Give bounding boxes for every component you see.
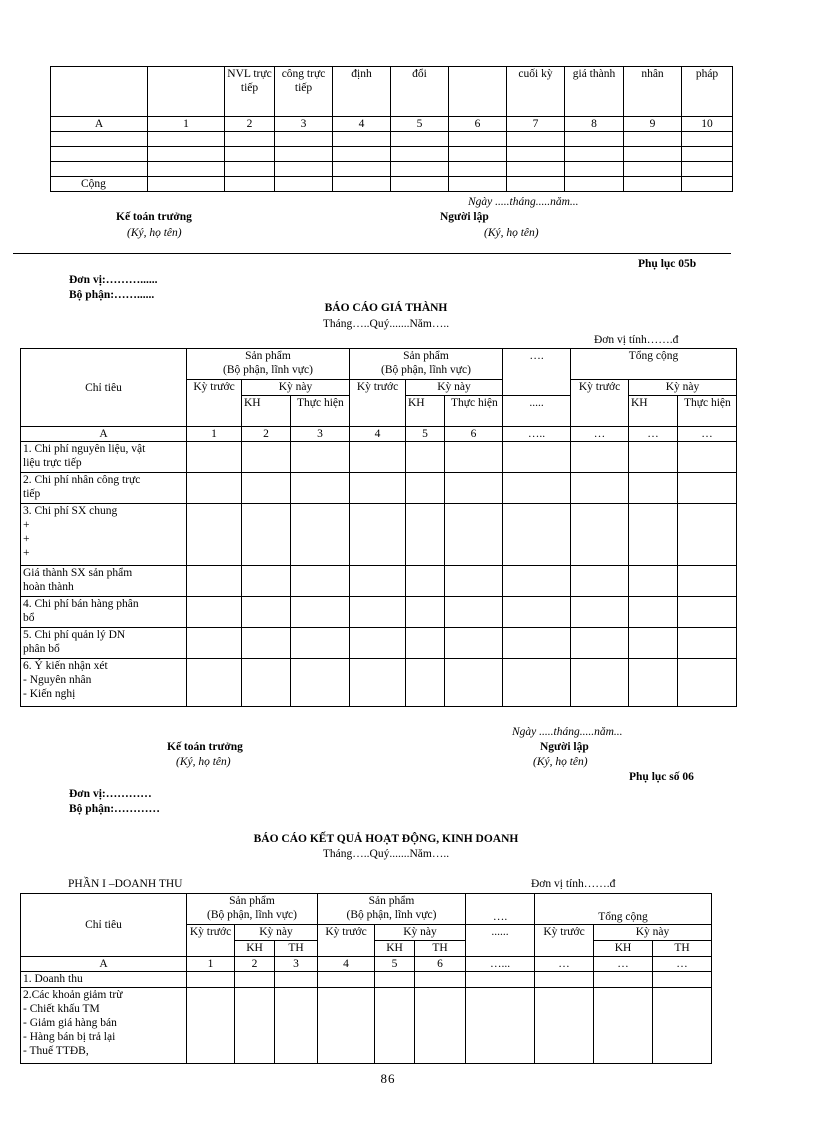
header-product: Sản phẩm — [368, 895, 415, 907]
header-prev-period: Kỳ trước — [187, 925, 235, 957]
col-code: 2 — [225, 117, 275, 132]
header-dots: ...... — [466, 925, 535, 957]
header-product-group — [187, 349, 350, 380]
col-code: …... — [466, 957, 535, 972]
header-prev-period: Kỳ trước — [535, 925, 594, 957]
top-header-cell: nhân — [624, 67, 682, 117]
date-line: Ngày .....tháng.....năm... — [512, 726, 623, 738]
table-total-row — [51, 177, 733, 192]
col-code: A — [21, 427, 187, 442]
col-code: … — [629, 427, 678, 442]
currency-unit: Đơn vị tính…….đ — [594, 334, 679, 346]
top-table-code-row — [51, 117, 733, 132]
col-code: 2 — [242, 427, 291, 442]
currency-unit: Đơn vị tính…….đ — [531, 878, 616, 890]
cost-report-table — [20, 348, 737, 707]
report-title: BÁO CÁO KẾT QUẢ HOẠT ĐỘNG, KINH DOANH — [253, 833, 519, 845]
header-total: Tổng cộng — [571, 349, 737, 380]
top-table-header-row — [51, 67, 733, 117]
col-code: 7 — [507, 117, 565, 132]
top-header-cell: công trực tiếp — [275, 67, 333, 117]
header-current-period: Kỳ này — [629, 380, 737, 396]
appendix-label: Phụ lục 05b — [638, 258, 697, 270]
row-label: 6. Ý kiến nhận xét - Nguyên nhân - Kiến nghị — [21, 659, 187, 707]
report-period: Tháng…..Quý.......Năm….. — [322, 848, 450, 860]
col-code: … — [678, 427, 737, 442]
top-header-cell: giá thành — [565, 67, 624, 117]
header-plan: KH — [375, 941, 415, 957]
col-code: 5 — [406, 427, 445, 442]
header-indicator: Chỉ tiêu — [21, 894, 187, 957]
table-row — [21, 659, 737, 707]
header-product-group — [318, 894, 466, 925]
col-code: A — [21, 957, 187, 972]
header-product: Sản phẩm — [229, 895, 275, 907]
table-row — [21, 597, 737, 628]
table-row — [21, 988, 712, 1064]
header-prev-period: Kỳ trước — [571, 380, 629, 427]
col-code: 4 — [350, 427, 406, 442]
row-label: Giá thành SX sản phẩm hoàn thành — [21, 566, 187, 597]
header-actual: TH — [415, 941, 466, 957]
row-label: 1. Doanh thu — [21, 972, 187, 988]
preparer-sign: (Ký, họ tên) — [533, 756, 588, 768]
table-row — [51, 132, 733, 147]
row-label: 3. Chi phí SX chung + + + — [21, 504, 187, 566]
code-row — [21, 427, 737, 442]
header-product-group — [350, 349, 503, 380]
col-code: … — [571, 427, 629, 442]
top-cost-table — [50, 66, 733, 192]
col-code: 1 — [187, 957, 235, 972]
date-line: Ngày .....tháng.....năm... — [468, 196, 579, 208]
top-header-cell — [449, 67, 507, 117]
header-current-period: Kỳ này — [375, 925, 466, 941]
report-period: Tháng…..Quý.......Năm….. — [322, 318, 450, 330]
header-product-sub: (Bộ phận, lĩnh vực) — [381, 364, 471, 376]
table-row — [21, 566, 737, 597]
col-code: 10 — [682, 117, 733, 132]
chief-accountant-label: Kế toán trưởng — [116, 211, 192, 223]
header-current-period: Kỳ này — [242, 380, 350, 396]
col-code: … — [535, 957, 594, 972]
col-code: 5 — [375, 957, 415, 972]
col-code: 5 — [391, 117, 449, 132]
header-plan: KH — [594, 941, 653, 957]
appendix-label: Phụ lục số 06 — [629, 771, 694, 783]
header-dots: …. — [466, 894, 535, 925]
col-code: ….. — [503, 427, 571, 442]
top-header-cell: cuối kỳ — [507, 67, 565, 117]
row-label: 5. Chi phí quản lý DN phân bổ — [21, 628, 187, 659]
row-label: 2.Các khoản giảm trừ - Chiết khấu TM - Giảm giá hàng bán - Hàng bán bị trả lại - Thuế TTĐB, — [21, 988, 187, 1064]
header-plan: KH — [242, 396, 291, 427]
col-code: 8 — [565, 117, 624, 132]
header-product-sub: (Bộ phận, lĩnh vực) — [346, 909, 437, 921]
header-plan: KH — [406, 396, 445, 427]
header-actual: Thực hiện — [678, 396, 737, 427]
top-header-cell: định — [333, 67, 391, 117]
table-row — [51, 162, 733, 177]
preparer-sign: (Ký, họ tên) — [484, 227, 539, 239]
chief-accountant-label: Kế toán trưởng — [167, 741, 243, 753]
col-code: … — [594, 957, 653, 972]
header-product-group — [187, 894, 318, 925]
header-actual: Thực hiện — [445, 396, 503, 427]
part-label: PHẦN I –DOANH THU — [68, 878, 183, 890]
header-current-period: Kỳ này — [406, 380, 503, 396]
preparer-label: Người lập — [540, 741, 589, 753]
top-header-cell: pháp — [682, 67, 733, 117]
header-total: Tổng cộng — [535, 894, 712, 925]
col-code: 1 — [187, 427, 242, 442]
header-actual: TH — [653, 941, 712, 957]
top-header-cell: NVL trực tiếp — [225, 67, 275, 117]
top-header-cell — [51, 67, 148, 117]
chief-accountant-sign: (Ký, họ tên) — [127, 227, 182, 239]
col-code: 4 — [318, 957, 375, 972]
col-code: … — [653, 957, 712, 972]
header-current-period: Kỳ này — [235, 925, 318, 941]
preparer-label: Người lập — [440, 211, 489, 223]
header-prev-period: Kỳ trước — [318, 925, 375, 957]
table-row — [51, 147, 733, 162]
header-current-period: Kỳ này — [594, 925, 712, 941]
business-result-table — [20, 893, 712, 1064]
col-code: 3 — [291, 427, 350, 442]
header-product: Sản phẩm — [245, 350, 291, 362]
col-code: A — [51, 117, 148, 132]
header-actual: Thực hiện — [291, 396, 350, 427]
unit-label: Đơn vị:………… — [69, 788, 152, 800]
col-code: 1 — [148, 117, 225, 132]
code-row — [21, 957, 712, 972]
page-number: 86 — [380, 1071, 396, 1086]
col-code: 6 — [449, 117, 507, 132]
table-row — [21, 473, 737, 504]
col-code: 6 — [445, 427, 503, 442]
col-code: 2 — [235, 957, 275, 972]
row-label: 4. Chi phí bán hàng phân bổ — [21, 597, 187, 628]
unit-label: Đơn vị:………...... — [69, 274, 158, 286]
header-prev-period: Kỳ trước — [187, 380, 242, 427]
row-label: 1. Chi phí nguyên liệu, vật liệu trực tiếp — [21, 442, 187, 473]
report-title: BÁO CÁO GIÁ THÀNH — [324, 302, 448, 314]
chief-accountant-sign: (Ký, họ tên) — [176, 756, 231, 768]
table-row — [21, 628, 737, 659]
header-product-sub: (Bộ phận, lĩnh vực) — [223, 364, 313, 376]
department-label: Bộ phận:……...... — [69, 289, 155, 301]
table-row — [21, 442, 737, 473]
header-product-sub: (Bộ phận, lĩnh vực) — [207, 909, 297, 921]
header-dots: ..... — [503, 396, 571, 427]
col-code: 3 — [275, 957, 318, 972]
total-label: Cộng — [51, 177, 148, 192]
table-row — [21, 972, 712, 988]
col-code: 6 — [415, 957, 466, 972]
header-prev-period: Kỳ trước — [350, 380, 406, 427]
header-plan: KH — [235, 941, 275, 957]
row-label: 2. Chi phí nhân công trực tiếp — [21, 473, 187, 504]
department-label: Bộ phận:………… — [69, 803, 161, 815]
header-indicator: Chỉ tiêu — [21, 349, 187, 427]
section-divider — [13, 253, 731, 254]
top-header-cell: đổi — [391, 67, 449, 117]
col-code: 3 — [275, 117, 333, 132]
header-product: Sản phẩm — [403, 350, 449, 362]
table-row — [21, 504, 737, 566]
col-code: 4 — [333, 117, 391, 132]
top-header-cell — [148, 67, 225, 117]
header-plan: KH — [629, 396, 678, 427]
header-actual: TH — [275, 941, 318, 957]
col-code: 9 — [624, 117, 682, 132]
header-dots: …. — [503, 349, 571, 396]
